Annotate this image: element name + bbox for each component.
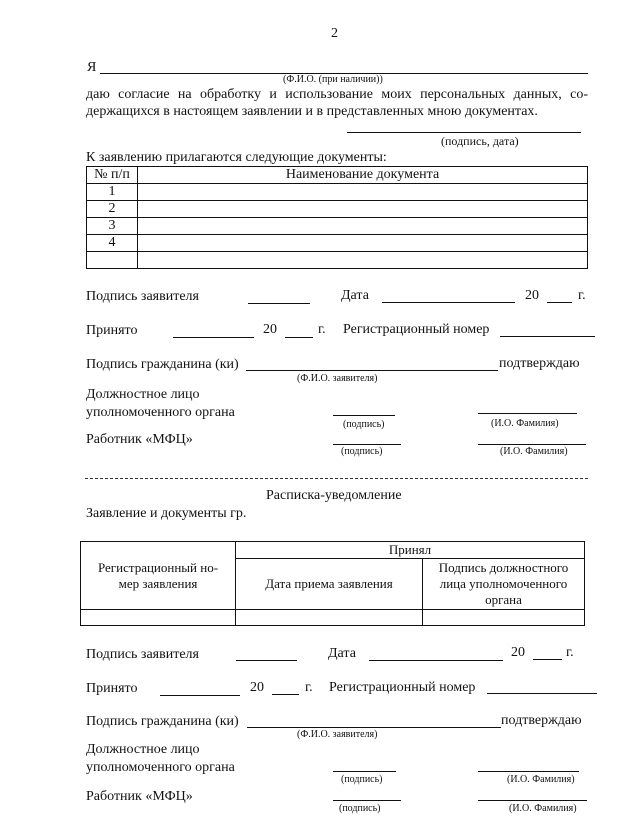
year-prefix: 20 [250, 680, 264, 695]
consent-sign-line[interactable] [347, 132, 581, 133]
documents-table [86, 166, 588, 269]
table-row [87, 201, 588, 218]
table-row [87, 184, 588, 201]
year-line[interactable] [285, 337, 313, 338]
col-date-header: Дата приема заявления [236, 559, 423, 610]
col-sign-line-1: Подпись должностного [438, 560, 569, 575]
date-cell[interactable] [236, 610, 423, 626]
col-accepted-header: Принял [236, 542, 585, 559]
year-prefix: 20 [511, 645, 525, 660]
official-line-1: Должностное лицо [86, 387, 200, 402]
fio-hint: (Ф.И.О. (при наличии)) [283, 74, 383, 85]
io-surname-hint: (И.О. Фамилия) [491, 418, 559, 429]
mfc-name-line[interactable] [478, 800, 587, 801]
consent-line-1: даю согласие на обработку и использование моих персональных данных, со- [86, 87, 588, 102]
consent-line-2: держащихся в настоящем заявлении и в представленных мною документах. [86, 104, 538, 119]
year-prefix: 20 [263, 322, 277, 337]
doc-name-cell[interactable] [138, 184, 588, 201]
row-num [87, 252, 138, 269]
receipt-table [80, 541, 585, 626]
year-suffix: г. [305, 680, 313, 695]
receipt-intro: Заявление и документы гр. [86, 506, 247, 521]
citizen-sign-label: Подпись гражданина (ки) [86, 714, 239, 729]
receipt-title: Расписка-уведомление [266, 488, 402, 503]
date-line[interactable] [382, 302, 515, 303]
signature-hint: (подпись) [341, 446, 383, 457]
row-num: 3 [87, 218, 138, 235]
consent-sign-hint: (подпись, дата) [441, 134, 519, 148]
mfc-sign-line[interactable] [333, 800, 401, 801]
year-prefix: 20 [525, 288, 539, 303]
official-sign-line[interactable] [333, 771, 396, 772]
signature-hint: (подпись) [339, 803, 381, 814]
io-surname-hint: (И.О. Фамилия) [509, 803, 577, 814]
date-label: Дата [341, 288, 369, 303]
page-number: 2 [331, 26, 338, 41]
doc-name-cell[interactable] [138, 252, 588, 269]
reg-number-label: Регистрационный номер [329, 680, 476, 695]
accepted-label: Принято [86, 323, 138, 338]
fio-applicant-hint: (Ф.И.О. заявителя) [297, 729, 378, 740]
official-line-2: уполномоченного органа [86, 405, 235, 420]
col-num-header: № п/п [87, 167, 138, 184]
accepted-date-line[interactable] [173, 337, 254, 338]
io-surname-hint: (И.О. Фамилия) [507, 774, 575, 785]
doc-name-cell[interactable] [138, 218, 588, 235]
confirm-label: подтверждаю [501, 713, 582, 728]
official-line-2: уполномоченного органа [86, 760, 235, 775]
date-line[interactable] [369, 660, 503, 661]
reg-number-line[interactable] [487, 693, 597, 694]
applicant-sign-label: Подпись заявителя [86, 289, 199, 304]
sign-cell[interactable] [423, 610, 585, 626]
table-row [87, 235, 588, 252]
accepted-label: Принято [86, 681, 138, 696]
fio-applicant-hint: (Ф.И.О. заявителя) [297, 373, 378, 384]
year-suffix: г. [578, 288, 586, 303]
col-reg-line-1: Регистрационный но- [97, 559, 219, 575]
confirm-label: подтверждаю [499, 356, 580, 371]
official-label [86, 741, 235, 777]
col-reg-line-2: мер заявления [118, 575, 198, 591]
date-label: Дата [328, 646, 356, 661]
doc-name-cell[interactable] [138, 201, 588, 218]
docs-intro: К заявлению прилагаются следующие документы: [86, 150, 387, 165]
reg-cell[interactable] [81, 610, 236, 626]
official-line-1: Должностное лицо [86, 742, 200, 757]
col-sign-line-2: лица уполномоченного [439, 576, 568, 591]
signature-hint: (подпись) [343, 419, 385, 430]
col-sign-line-3: органа [485, 592, 522, 607]
official-name-line[interactable] [478, 413, 577, 414]
table-row [87, 218, 588, 235]
applicant-sign-line[interactable] [236, 660, 297, 661]
official-name-line[interactable] [478, 771, 579, 772]
col-reg-header [81, 542, 236, 610]
applicant-sign-line[interactable] [248, 303, 310, 304]
official-label [86, 386, 235, 422]
mfc-sign-line[interactable] [333, 444, 401, 445]
reg-number-line[interactable] [500, 336, 595, 337]
citizen-sign-line[interactable] [246, 370, 498, 371]
row-num: 1 [87, 184, 138, 201]
col-name-header: Наименование документа [138, 167, 588, 184]
row-num: 2 [87, 201, 138, 218]
io-surname-hint: (И.О. Фамилия) [500, 446, 568, 457]
col-sign-header [423, 559, 585, 610]
signature-hint: (подпись) [341, 774, 383, 785]
mfc-name-line[interactable] [478, 444, 586, 445]
citizen-sign-line[interactable] [247, 727, 501, 728]
accepted-date-line[interactable] [160, 695, 240, 696]
consent-ya: Я [87, 60, 97, 75]
consent-text [86, 86, 588, 120]
reg-number-label: Регистрационный номер [343, 322, 490, 337]
mfc-worker-label: Работник «МФЦ» [86, 432, 193, 447]
table-row [81, 610, 585, 626]
applicant-sign-label: Подпись заявителя [86, 647, 199, 662]
row-num: 4 [87, 235, 138, 252]
citizen-sign-label: Подпись гражданина (ки) [86, 357, 239, 372]
year-line[interactable] [533, 659, 562, 660]
year-line[interactable] [547, 302, 572, 303]
official-sign-line[interactable] [333, 415, 395, 416]
mfc-worker-label: Работник «МФЦ» [86, 789, 193, 804]
year-line[interactable] [272, 694, 299, 695]
year-suffix: г. [566, 645, 574, 660]
cut-line [85, 478, 588, 479]
table-row [87, 252, 588, 269]
year-suffix: г. [318, 322, 326, 337]
doc-name-cell[interactable] [138, 235, 588, 252]
